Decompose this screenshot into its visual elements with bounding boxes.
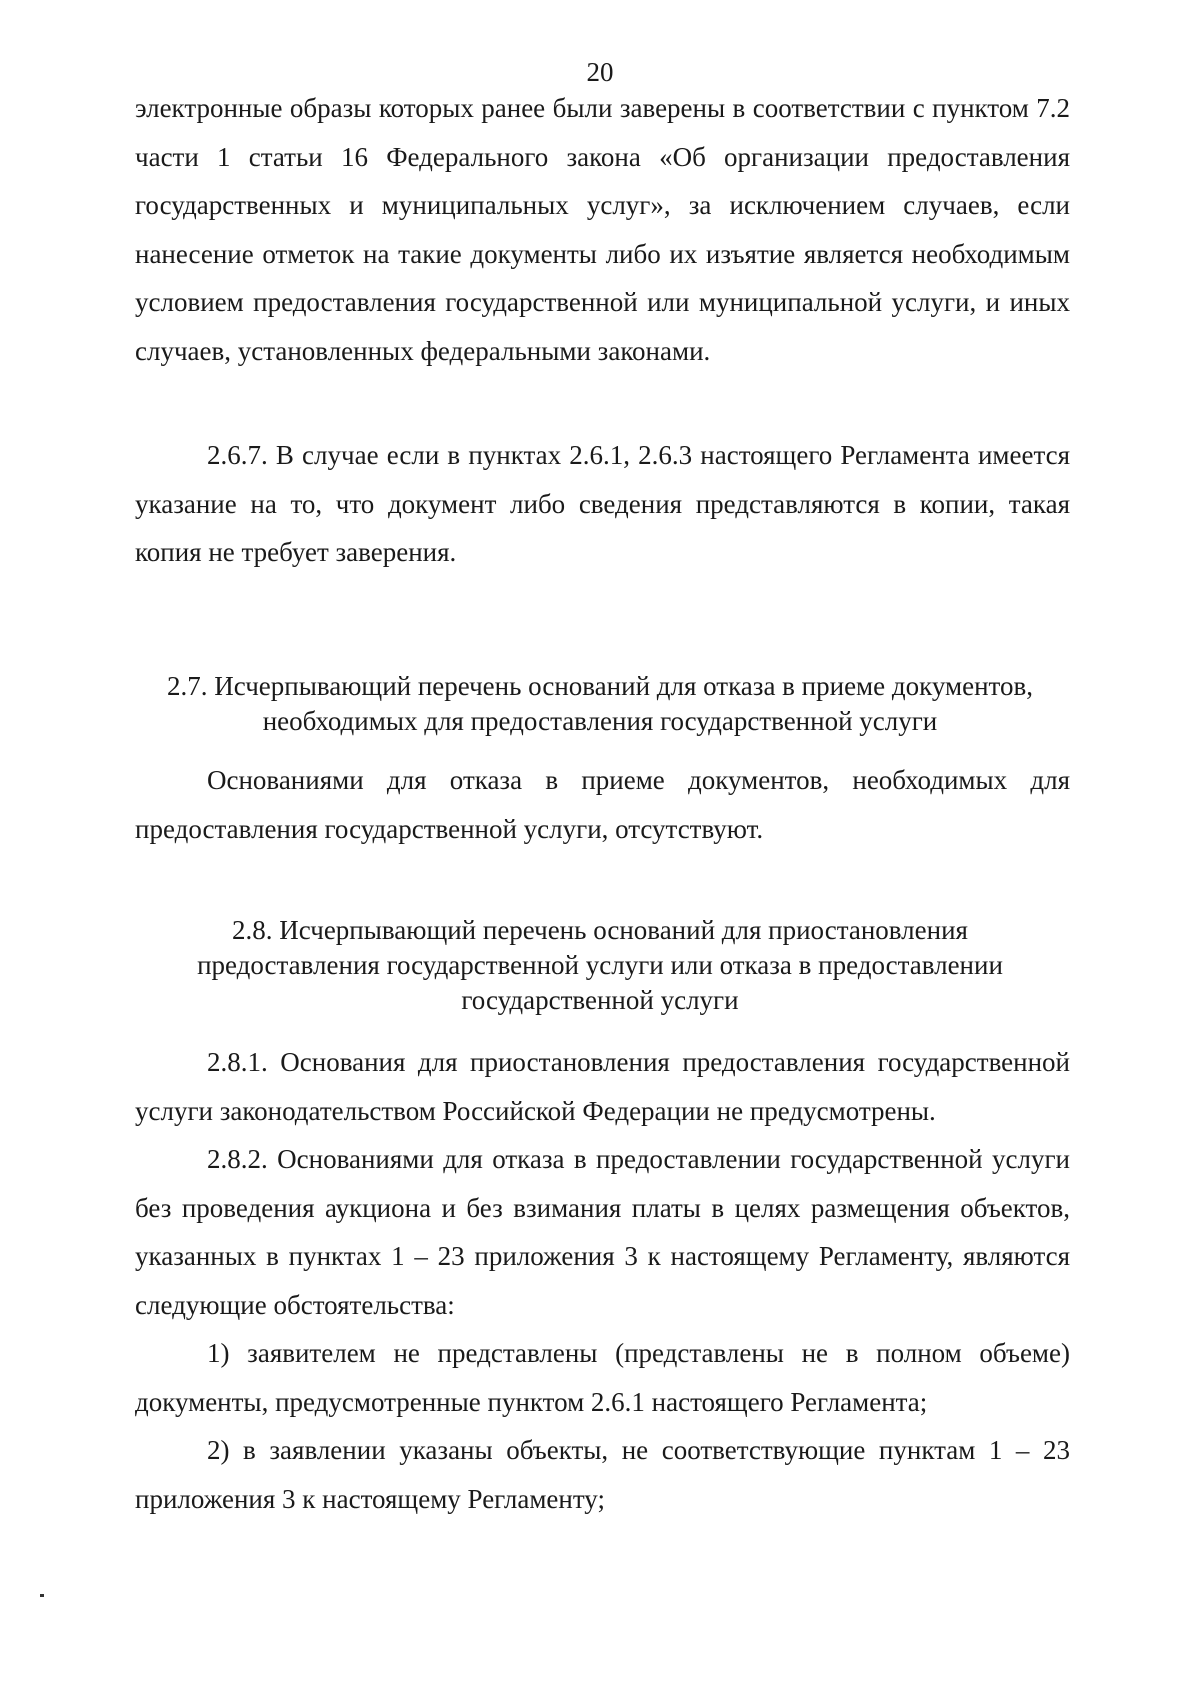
section-2-8-heading — [100, 913, 1100, 1018]
paragraph-2-6-7: 2.6.7. В случае если в пунктах 2.6.1, 2.6.3 настоящего Регламента имеется указание на то, что документ либо сведения представляются в копии, такая копия не требует заверения. — [135, 440, 1070, 567]
paragraph-2-8-2: 2.8.2. Основаниями для отказа в предоставлении государственной услуги без проведения аукциона и без взимания платы в целях размещения объектов, указанных в пунктах 1 – 23 приложения 3 к настоящему Регламенту, являются следующие обстоятельства: — [135, 1144, 1070, 1320]
section-2-7-heading-line1: 2.7. Исчерпывающий перечень оснований для отказа в приеме документов, — [167, 671, 1033, 701]
section-2-7-heading — [100, 669, 1100, 739]
list-item-2: 2) в заявлении указаны объекты, не соответствующие пунктам 1 – 23 приложения 3 к настоящему Регламенту; — [135, 1435, 1070, 1514]
section-2-8-body — [135, 1038, 1070, 1523]
page-number: 20 — [586, 57, 614, 87]
list-item-1: 1) заявителем не представлены (представлены не в полном объеме) документы, предусмотренные пунктом 2.6.1 настоящего Регламента; — [135, 1338, 1070, 1417]
section-2-7-text: Основаниями для отказа в приеме документов, необходимых для предоставления государственной услуги, отсутствуют. — [135, 765, 1070, 844]
section-2-8-heading-line2: предоставления государственной услуги или отказа в предоставлении — [197, 950, 1003, 980]
section-2-8-heading-line1: 2.8. Исчерпывающий перечень оснований для приостановления — [232, 915, 968, 945]
section-2-7-heading-line2: необходимых для предоставления государственной услуги — [262, 706, 938, 736]
paragraph-2-6-7-block — [135, 431, 1070, 577]
continuation-block — [135, 84, 1070, 375]
continuation-paragraph: электронные образы которых ранее были заверены в соответствии с пунктом 7.2 части 1 статьи 16 Федерального закона «Об организации предоставления государственных и муниципальных услуг», за исключением случаев, если нанесение отметок на такие документы либо их изъятие является необходимым условием предоставления государственной или муниципальной услуги, и иных случаев, установленных федеральными законами. — [135, 93, 1070, 366]
paragraph-2-8-1: 2.8.1. Основания для приостановления предоставления государственной услуги законодательством Российской Федерации не предусмотрены. — [135, 1047, 1070, 1126]
section-2-7-text-block — [135, 756, 1070, 853]
section-2-8-heading-line3: государственной услуги — [461, 985, 739, 1015]
scan-speck — [40, 1594, 44, 1597]
